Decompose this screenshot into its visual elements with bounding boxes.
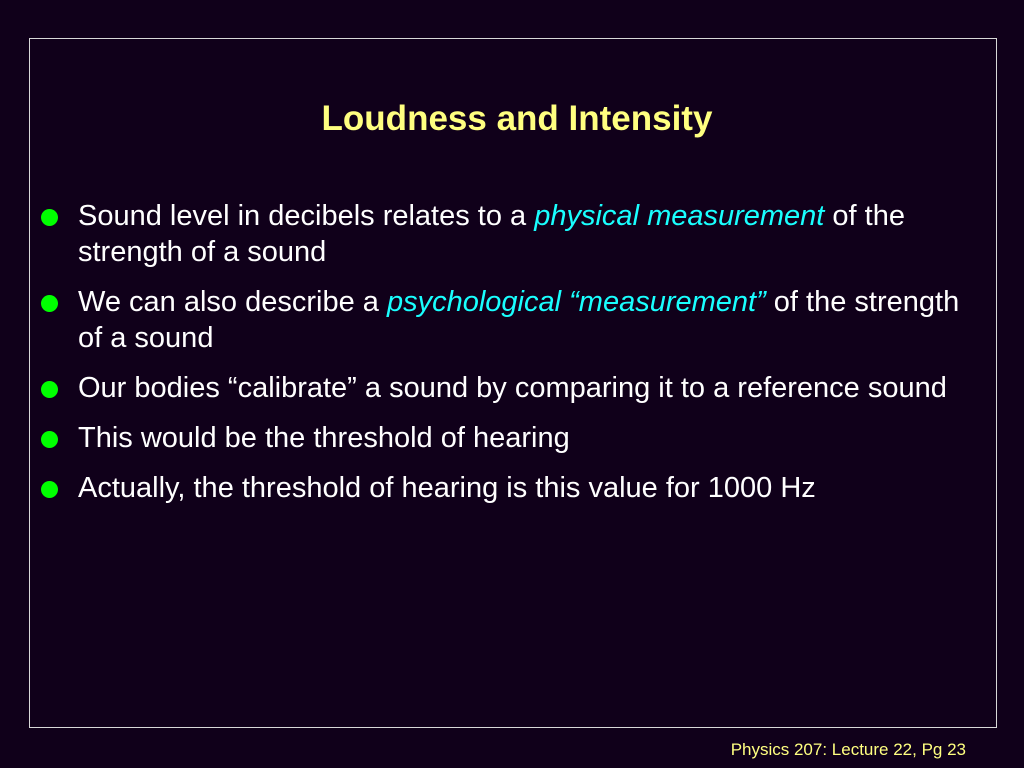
bullet-item — [38, 284, 978, 356]
bullet-text: Actually, the threshold of hearing is this value for 1000 Hz — [78, 472, 816, 504]
bullet-item — [38, 198, 978, 270]
bullet-text: Our bodies “calibrate” a sound by comparing it to a reference sound — [78, 372, 947, 404]
bullet-list — [38, 198, 978, 520]
bullet-dot-icon — [41, 295, 58, 312]
bullet-dot-icon — [41, 381, 58, 398]
bullet-item — [38, 470, 978, 506]
bullet-highlight: psychological “measurement” — [386, 286, 766, 318]
bullet-highlight: physical measurement — [534, 200, 825, 232]
bullet-dot-icon — [41, 481, 58, 498]
bullet-text: We can also describe a — [78, 286, 387, 318]
bullet-item — [38, 420, 978, 456]
slide-title: Loudness and Intensity — [321, 99, 713, 138]
bullet-dot-icon — [41, 209, 58, 226]
bullet-text: This would be the threshold of hearing — [78, 422, 570, 454]
bullet-item — [38, 370, 978, 406]
bullet-text: of the strength of a sound — [78, 200, 905, 268]
slide-footer: Physics 207: Lecture 22, Pg 23 — [730, 740, 966, 759]
bullet-text: Sound level in decibels relates to a — [78, 200, 535, 232]
bullet-dot-icon — [41, 431, 58, 448]
bullet-text: of the strength of a sound — [78, 286, 960, 354]
